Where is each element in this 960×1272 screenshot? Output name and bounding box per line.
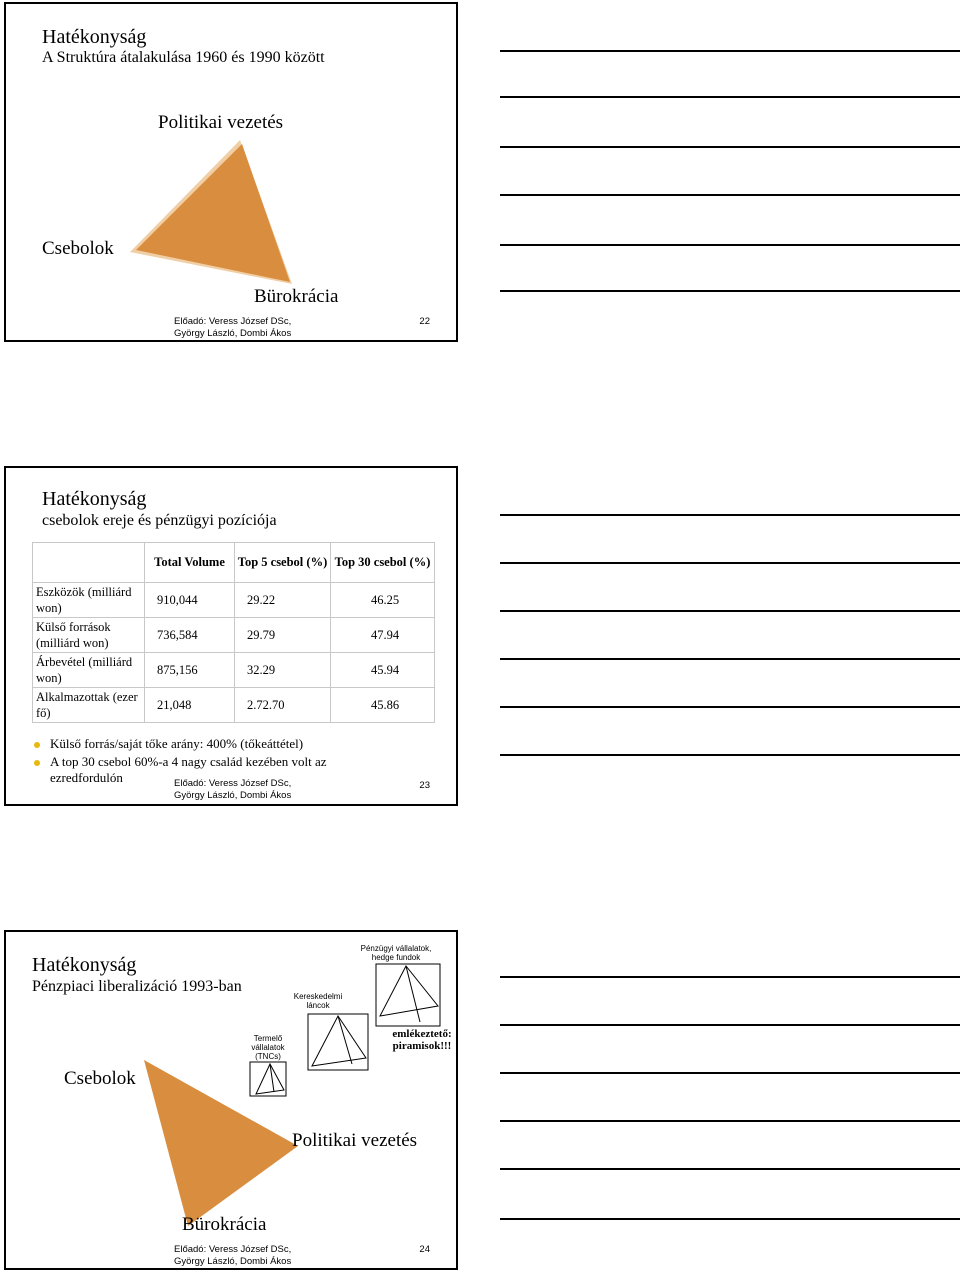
table-row — [33, 688, 435, 723]
label-tncs: Termelő vállalatok (TNCs) — [251, 1034, 285, 1061]
label-political-leadership: Politikai vezetés — [158, 112, 284, 133]
cell-top30: 45.86 — [331, 688, 435, 723]
bullet-icon — [34, 742, 40, 748]
structure-triangle — [136, 144, 290, 282]
slide-footer — [174, 316, 291, 340]
bullet-text: Külső forrás/saját tőke arány: 400% (tőkeáttétel) — [50, 736, 304, 751]
bullet-text: A top 30 csebol 60%-a 4 nagy család kezében volt az ezredfordulón — [50, 754, 327, 785]
reminder-note: emlékeztető: piramisok!!! — [392, 1028, 452, 1052]
footer-presenter: Előadó: Veress József DSc, — [174, 778, 292, 789]
note-line — [500, 1168, 960, 1170]
note-line — [500, 514, 960, 516]
cell-top5: 32.29 — [235, 653, 331, 688]
slide-footer — [174, 778, 291, 802]
page-number: 23 — [419, 780, 430, 791]
page-number: 22 — [419, 316, 430, 327]
cell-top5: 2.72.70 — [235, 688, 331, 723]
table-header-row — [33, 543, 435, 583]
slide-24 — [4, 930, 458, 1270]
note-line — [500, 610, 960, 612]
slide-subtitle: csebolok ereje és pénzügyi pozíciója — [42, 512, 277, 529]
note-line — [500, 754, 960, 756]
column-header: Total Volume — [145, 543, 235, 583]
table-corner — [33, 543, 145, 583]
slide-subtitle: A Struktúra átalakulása 1960 és 1990 között — [42, 49, 325, 66]
label-political-leadership: Politikai vezetés — [292, 1130, 418, 1151]
slide-23 — [4, 466, 458, 806]
footer-authors: György László, Dombi Ákos — [174, 1256, 292, 1267]
note-line — [500, 50, 960, 52]
table-row — [33, 618, 435, 653]
retail-pyramid-box — [308, 1014, 368, 1070]
row-label: Eszközök (milliárd won) — [33, 583, 145, 618]
note-line — [500, 1024, 960, 1026]
note-line — [500, 290, 960, 292]
footer-presenter: Előadó: Veress József DSc, — [174, 316, 292, 327]
note-line — [500, 1120, 960, 1122]
table-row — [33, 583, 435, 618]
slide-22 — [4, 2, 458, 342]
note-line — [500, 1072, 960, 1074]
note-line — [500, 244, 960, 246]
slide-title: Hatékonyság — [42, 26, 147, 48]
note-line — [500, 706, 960, 708]
slide-title: Hatékonyság — [42, 488, 147, 510]
label-bureaucracy: Bürokrácia — [254, 286, 339, 307]
note-line — [500, 658, 960, 660]
note-line — [500, 96, 960, 98]
cell-total-volume: 21,048 — [145, 688, 235, 723]
list-item — [30, 736, 370, 752]
cell-top5: 29.22 — [235, 583, 331, 618]
cell-total-volume: 736,584 — [145, 618, 235, 653]
row-label: Árbevétel (milliárd won) — [33, 653, 145, 688]
row-label: Alkalmazottak (ezer fő) — [33, 688, 145, 723]
footer-presenter: Előadó: Veress József DSc, — [174, 1244, 292, 1255]
column-header: Top 30 csebol (%) — [331, 543, 435, 583]
cell-top30: 47.94 — [331, 618, 435, 653]
note-line — [500, 562, 960, 564]
slide-footer — [174, 1244, 291, 1268]
cell-top30: 45.94 — [331, 653, 435, 688]
label-retail-chains: Kereskedelmi láncok — [293, 992, 343, 1010]
bullet-icon — [34, 760, 40, 766]
column-header: Top 5 csebol (%) — [235, 543, 331, 583]
label-chaebols: Csebolok — [42, 238, 114, 259]
cell-top30: 46.25 — [331, 583, 435, 618]
row-label: Külső források (milliárd won) — [33, 618, 145, 653]
chaebol-table — [32, 542, 435, 723]
cell-total-volume: 910,044 — [145, 583, 235, 618]
footer-authors: György László, Dombi Ákos — [174, 328, 292, 339]
label-chaebols: Csebolok — [64, 1068, 136, 1089]
footer-authors: György László, Dombi Ákos — [174, 790, 292, 801]
note-line — [500, 146, 960, 148]
cell-total-volume: 875,156 — [145, 653, 235, 688]
cell-top5: 29.79 — [235, 618, 331, 653]
page-number: 24 — [419, 1244, 430, 1255]
structure-triangle-diagram — [6, 4, 460, 344]
label-financial-companies: Pénzügyi vállalatok, hedge fundok — [360, 944, 432, 962]
label-bureaucracy: Bürokrácia — [182, 1214, 267, 1235]
note-line — [500, 1218, 960, 1220]
slide-subtitle: Pénzpiaci liberalizáció 1993-ban — [32, 978, 242, 995]
slide-title: Hatékonyság — [32, 954, 137, 976]
table-row — [33, 653, 435, 688]
note-line — [500, 194, 960, 196]
note-line — [500, 976, 960, 978]
